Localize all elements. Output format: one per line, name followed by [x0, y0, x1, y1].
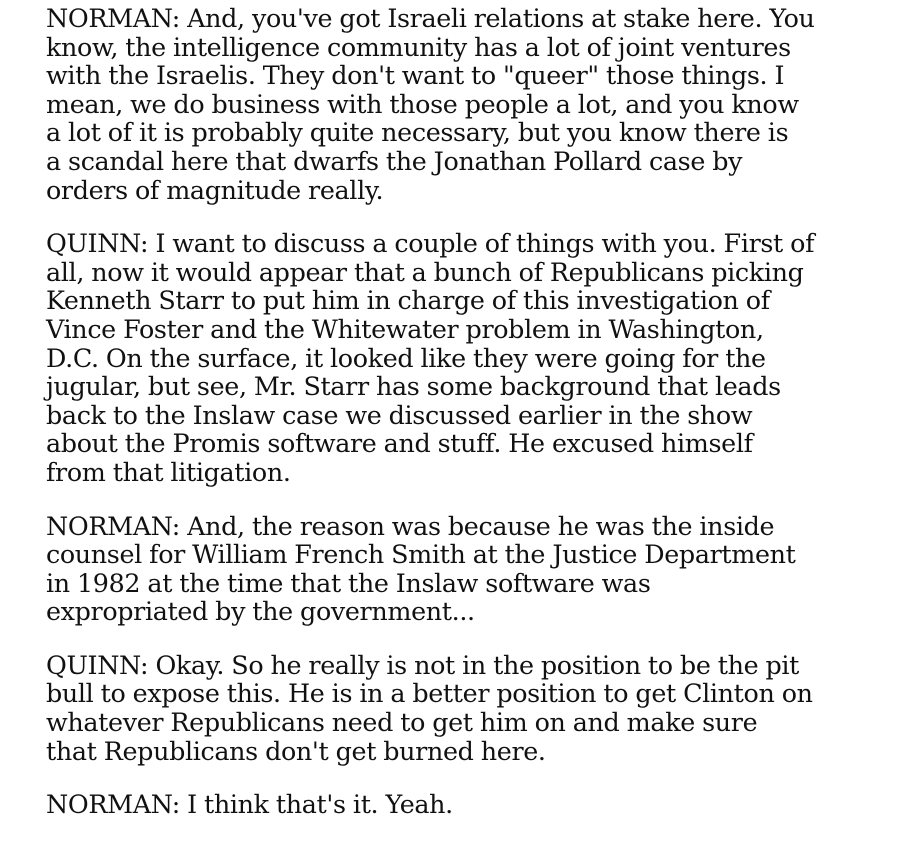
paragraph-norman-2: NORMAN: And, the reason was because he was the inside counsel for William French Smith at the Justice Department in 1982 at the time that the Inslaw software was expropriated by the government...: [46, 510, 796, 627]
paragraph-norman-3: NORMAN: I think that's it. Yeah.: [46, 789, 453, 820]
transcript-text: [46, 4, 916, 844]
paragraph-quinn-2: QUINN: Okay. So he really is not in the position to be the pit bull to expose this. He is in a better position to get Clinton on whatever Republicans need to get him on and make sure that Republicans don't get burned here.: [46, 649, 813, 766]
paragraph-norman-1: NORMAN: And, you've got Israeli relations at stake here. You know, the intelligence community has a lot of joint ventures with the Israelis. They don't want to "queer" those things. I mean, we do business with those people a lot, and you know a lot of it is probably quite necessary, but you know there is a scandal here that dwarfs the Jonathan Pollard case by orders of magnitude really.: [46, 3, 815, 205]
paragraph-quinn-1: QUINN: I want to discuss a couple of things with you. First of all, now it would appear that a bunch of Republicans picking Kenneth Starr to put him in charge of this investigation of Vince Foster and the Whitewater problem in Washington, D.C. On the surface, it looked like they were going for the jugular, but see, Mr. Starr has some background that leads back to the Inslaw case we discussed earlier in the show about the Promis software and stuff. He excused himself from that litigation.: [46, 228, 815, 487]
